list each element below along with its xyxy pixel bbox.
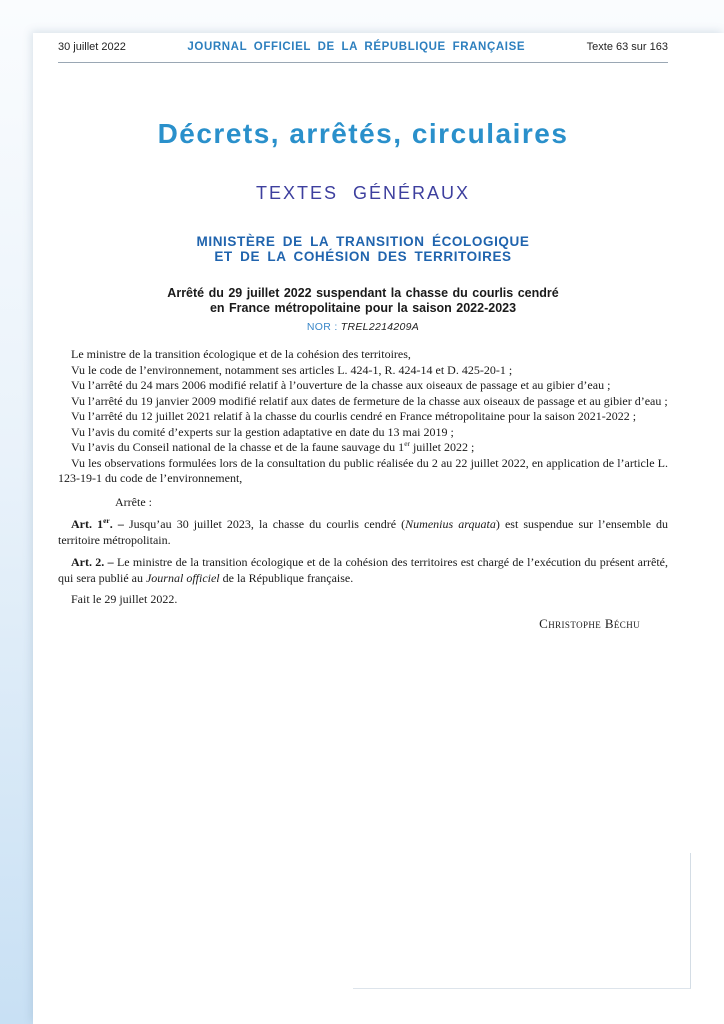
ministry-heading [58, 234, 668, 264]
visa-code-environnement [58, 363, 668, 379]
ministry-line-2: ET DE LA COHÉSION DES TERRITOIRES [214, 249, 512, 264]
nor-value: TREL2214209A [340, 321, 420, 333]
nor-line [58, 321, 668, 333]
text-segment: Jusqu’au 30 juillet 2023, la chasse du courlis cendré ( [128, 517, 406, 531]
text-segment: Le ministre de la transition écologique et de la cohésion des territoires est chargé de l’exécution du présent arrêté, qui sera publié au [58, 555, 668, 585]
text-segment: Vu l’arrêté du 19 janvier 2009 modifié relatif aux dates de fermeture de la chasse aux oiseaux de passage et au gibier d’eau ; [71, 393, 668, 408]
text-segment: Numenius arquata [405, 517, 496, 531]
text-segment: juillet 2022 ; [409, 440, 475, 454]
act-title [58, 286, 668, 315]
text-segment: Vu le code de l’environnement, notamment ses articles L. 424-1, R. 424-14 et D. 425-20-1 ; [71, 362, 513, 377]
arrete-marker [58, 495, 668, 511]
visa-consultation-publique [58, 456, 668, 487]
text-segment: Vu l’avis du comité d’experts sur la gestion adaptative en date du 13 mai 2019 ; [71, 424, 454, 439]
journal-page [33, 33, 724, 1024]
visa-arrete-2021 [58, 409, 668, 425]
doc-title: Décrets, arrêtés, circulaires [157, 118, 569, 149]
text-segment: de la République française. [219, 570, 354, 585]
text-segment: Journal officiel [145, 570, 220, 585]
preamble-line [58, 347, 668, 363]
header-date: 30 juillet 2022 [58, 41, 126, 53]
journal-title: JOURNAL OFFICIEL DE LA RÉPUBLIQUE FRANÇAISE [187, 41, 526, 53]
nor-label: NOR : [306, 321, 338, 333]
text-segment: Art. 2. – [71, 555, 117, 569]
article-2 [58, 555, 668, 586]
text-segment: Vu l’arrêté du 12 juillet 2021 relatif à la chasse du courlis cendré en France métropolitaine pour la saison 2021-2022 ; [71, 409, 637, 423]
text-segment: Fait le 29 juillet 2022. [71, 592, 178, 606]
text-segment: Arrête : [115, 494, 152, 509]
page-edge-artifact [353, 853, 691, 989]
act-title-line-2: en France métropolitaine pour la saison 2022-2023 [209, 300, 517, 315]
section-title: TEXTES GÉNÉRAUX [255, 183, 471, 203]
header-rule [58, 62, 668, 63]
visa-arrete-2006 [58, 378, 668, 394]
text-segment: Art. 1 [71, 517, 104, 531]
text-reference: Texte 63 sur 163 [586, 41, 668, 53]
signature: Christophe Béchu [539, 615, 640, 631]
ministry-line-1: MINISTÈRE DE LA TRANSITION ÉCOLOGIQUE [196, 234, 530, 249]
visa-avis-comite [58, 425, 668, 441]
act-body [58, 347, 668, 631]
text-segment: Vu les observations formulées lors de la consultation du public réalisée du 2 au 22 juillet 2022, en application de l’article L. 123-19-1 du code de l’environnement, [58, 455, 668, 485]
act-title-line-1: Arrêté du 29 juillet 2022 suspendant la chasse du courlis cendré [167, 286, 559, 300]
text-segment: ) est suspendue sur l’ensemble du territoire métropolitain. [58, 517, 669, 547]
text-segment: er [404, 439, 410, 448]
text-segment: Le ministre de la transition écologique et de la cohésion des territoires, [71, 347, 411, 361]
text-segment: Vu l’arrêté du 24 mars 2006 modifié relatif à l’ouverture de la chasse aux oiseaux de passage et au gibier d’eau ; [71, 378, 611, 392]
page-header [58, 41, 668, 53]
visa-arrete-2009 [58, 394, 668, 410]
article-1 [58, 517, 668, 548]
text-segment: . – [109, 517, 129, 531]
text-segment: er [103, 516, 110, 525]
visa-avis-conseil [58, 440, 668, 456]
text-segment: Vu l’avis du Conseil national de la chasse et de la faune sauvage du 1 [71, 440, 405, 454]
date-line [58, 592, 668, 608]
